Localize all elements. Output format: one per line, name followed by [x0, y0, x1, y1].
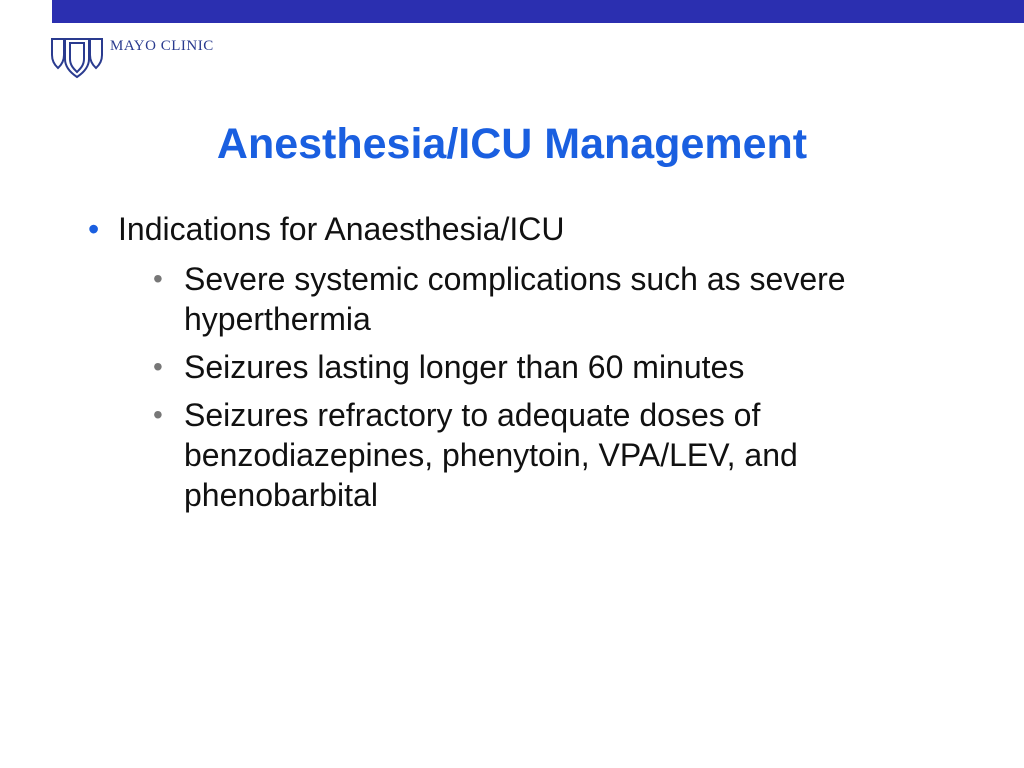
header-bar	[52, 0, 1024, 23]
logo-text: MAYO CLINIC	[110, 38, 214, 54]
sub-bullet-text: Seizures refractory to adequate doses of benzodiazepines, phenytoin, VPA/LEV, and phenobarbital	[184, 397, 798, 513]
bullet-dot-icon: •	[153, 351, 163, 382]
list-item	[153, 395, 913, 515]
logo	[50, 35, 214, 79]
bullet-text: Indications for Anaesthesia/ICU	[118, 211, 565, 247]
bullet-dot-icon: •	[153, 399, 163, 430]
sub-bullet-list	[153, 259, 913, 523]
mayo-shields-icon	[50, 35, 104, 79]
bullet-dot-icon: •	[153, 263, 163, 294]
slide-title: Anesthesia/ICU Management	[216, 120, 808, 168]
sub-bullet-text: Seizures lasting longer than 60 minutes	[184, 349, 745, 385]
list-item	[153, 259, 913, 339]
bullet-dot-icon: •	[88, 211, 100, 247]
list-item	[153, 347, 913, 387]
list-item	[88, 205, 988, 253]
sub-bullet-text: Severe systemic complications such as severe hyperthermia	[184, 261, 846, 337]
